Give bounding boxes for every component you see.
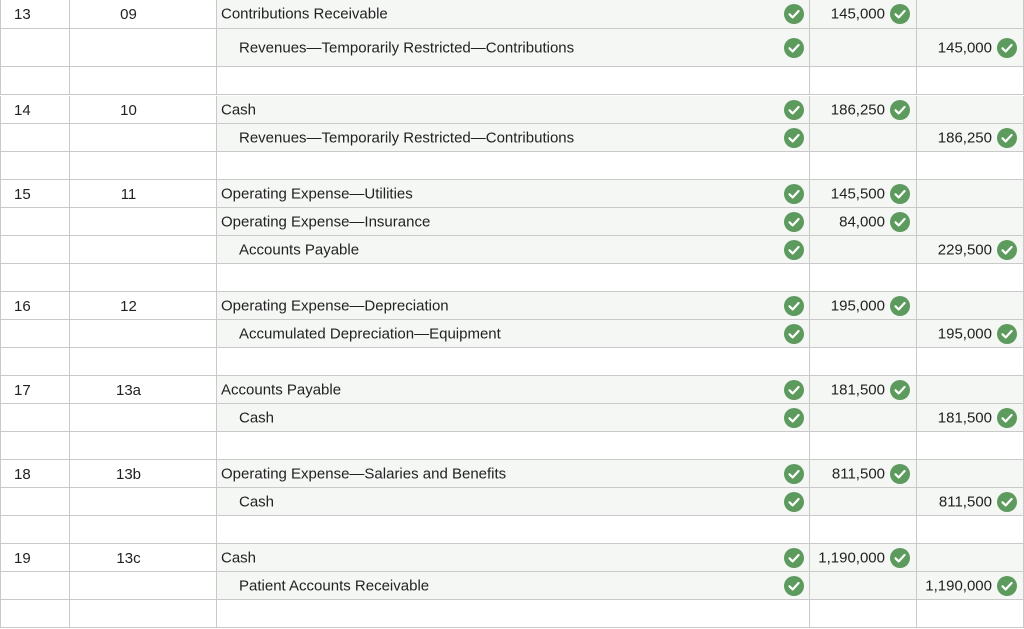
event-reference: 11 — [120, 186, 137, 203]
check-circle-icon — [784, 296, 804, 316]
blank-cell — [0, 516, 69, 544]
blank-cell — [216, 600, 809, 628]
event-reference: 12 — [120, 298, 137, 315]
credit-cell[interactable] — [916, 544, 1024, 572]
event-reference: 13a — [115, 382, 142, 399]
credit-cell[interactable] — [916, 236, 1024, 264]
credit-cell[interactable] — [916, 404, 1024, 432]
debit-cell[interactable] — [809, 320, 916, 348]
blank-cell — [216, 348, 809, 376]
journal-line-row — [0, 208, 1024, 236]
blank-cell — [216, 432, 809, 460]
debit-amount: 186,250 — [830, 101, 885, 118]
journal-line-row — [0, 0, 1024, 29]
debit-cell[interactable] — [809, 404, 916, 432]
transaction-number-cell — [0, 180, 69, 208]
blank-cell — [916, 348, 1024, 376]
event-cell — [69, 0, 216, 29]
check-circle-icon — [890, 212, 910, 232]
transaction-number-cell — [0, 404, 69, 432]
check-circle-icon — [784, 184, 804, 204]
journal-line-row — [0, 29, 1024, 67]
event-cell — [69, 124, 216, 152]
debit-amount: 181,500 — [830, 381, 885, 398]
debit-cell[interactable] — [809, 180, 916, 208]
transaction-number-cell — [0, 29, 69, 67]
journal-line-row — [0, 376, 1024, 404]
account-cell[interactable] — [216, 544, 809, 572]
blank-row — [0, 432, 1024, 460]
credit-cell[interactable] — [916, 29, 1024, 67]
transaction-number-cell — [0, 320, 69, 348]
check-circle-icon — [997, 576, 1017, 596]
transaction-number: 19 — [14, 550, 31, 567]
blank-cell — [809, 432, 916, 460]
journal-line-row — [0, 544, 1024, 572]
blank-row — [0, 348, 1024, 376]
credit-amount: 811,500 — [938, 493, 992, 510]
account-cell[interactable] — [216, 488, 809, 516]
transaction-number: 17 — [14, 382, 31, 399]
credit-cell[interactable] — [916, 376, 1024, 404]
transaction-number-cell — [0, 460, 69, 488]
event-reference: 09 — [120, 6, 137, 23]
debit-cell[interactable] — [809, 29, 916, 67]
blank-cell — [216, 264, 809, 292]
blank-cell — [916, 264, 1024, 292]
debit-amount: 84,000 — [839, 213, 885, 230]
check-circle-icon — [997, 408, 1017, 428]
transaction-number-cell — [0, 488, 69, 516]
blank-cell — [0, 600, 69, 628]
blank-cell — [69, 432, 216, 460]
credit-amount: 145,000 — [937, 39, 992, 56]
account-cell[interactable] — [216, 572, 809, 600]
transaction-number: 18 — [14, 466, 31, 483]
journal-line-row — [0, 292, 1024, 320]
blank-row — [0, 516, 1024, 544]
check-circle-icon — [997, 492, 1017, 512]
check-circle-icon — [890, 100, 910, 120]
event-reference: 13c — [116, 550, 141, 567]
debit-amount: 1,190,000 — [818, 549, 885, 566]
check-circle-icon — [784, 492, 804, 512]
debit-amount: 145,500 — [830, 185, 885, 202]
blank-cell — [0, 348, 69, 376]
check-circle-icon — [784, 324, 804, 344]
blank-cell — [69, 516, 216, 544]
transaction-number-cell — [0, 236, 69, 264]
credit-cell[interactable] — [916, 180, 1024, 208]
check-circle-icon — [784, 464, 804, 484]
event-reference: 13b — [115, 466, 142, 483]
check-circle-icon — [890, 380, 910, 400]
event-cell — [69, 544, 216, 572]
transaction-number: 13 — [14, 6, 31, 23]
event-reference: 10 — [120, 102, 137, 119]
check-circle-icon — [784, 548, 804, 568]
credit-amount: 229,500 — [937, 241, 992, 258]
event-cell — [69, 29, 216, 67]
blank-cell — [69, 600, 216, 628]
check-circle-icon — [784, 240, 804, 260]
account-name: Patient Accounts Receivable — [239, 577, 430, 594]
account-name: Contributions Receivable — [221, 5, 388, 23]
event-cell — [69, 180, 216, 208]
account-name: Accounts Payable — [221, 381, 342, 398]
debit-cell[interactable] — [809, 460, 916, 488]
transaction-number: 15 — [14, 186, 31, 203]
account-name: Cash — [239, 409, 275, 426]
transaction-number-cell — [0, 0, 69, 29]
blank-cell — [916, 432, 1024, 460]
debit-amount: 195,000 — [830, 297, 885, 314]
account-cell[interactable] — [216, 404, 809, 432]
credit-cell[interactable] — [916, 292, 1024, 320]
blank-cell — [69, 348, 216, 376]
debit-cell[interactable] — [809, 96, 916, 124]
account-cell[interactable] — [216, 460, 809, 488]
journal-line-row — [0, 124, 1024, 152]
blank-cell — [809, 67, 916, 95]
debit-cell[interactable] — [809, 236, 916, 264]
event-cell — [69, 320, 216, 348]
blank-cell — [216, 152, 809, 180]
credit-cell[interactable] — [916, 320, 1024, 348]
credit-amount: 181,500 — [937, 409, 992, 426]
account-cell[interactable] — [216, 124, 809, 152]
check-circle-icon — [997, 38, 1017, 58]
blank-cell — [809, 516, 916, 544]
check-circle-icon — [784, 38, 804, 58]
check-circle-icon — [890, 184, 910, 204]
credit-amount: 186,250 — [937, 129, 992, 146]
debit-cell[interactable] — [809, 572, 916, 600]
debit-amount: 145,000 — [830, 5, 885, 23]
blank-cell — [916, 516, 1024, 544]
blank-row — [0, 152, 1024, 180]
check-circle-icon — [890, 464, 910, 484]
debit-cell[interactable] — [809, 488, 916, 516]
debit-amount: 811,500 — [831, 465, 885, 482]
debit-cell[interactable] — [809, 124, 916, 152]
event-cell — [69, 208, 216, 236]
account-name: Operating Expense—Salaries and Benefits — [221, 465, 507, 482]
event-cell — [69, 96, 216, 124]
blank-cell — [0, 432, 69, 460]
check-circle-icon — [890, 4, 910, 24]
journal-line-row — [0, 460, 1024, 488]
account-name: Revenues—Temporarily Restricted—Contributions — [239, 129, 575, 146]
account-name: Accumulated Depreciation—Equipment — [239, 325, 501, 342]
account-cell[interactable] — [216, 236, 809, 264]
blank-row — [0, 67, 1024, 95]
blank-cell — [809, 264, 916, 292]
journal-line-row — [0, 320, 1024, 348]
account-cell[interactable] — [216, 0, 809, 29]
account-cell[interactable] — [216, 208, 809, 236]
credit-cell[interactable] — [916, 96, 1024, 124]
debit-cell[interactable] — [809, 0, 916, 29]
check-circle-icon — [784, 4, 804, 24]
transaction-number-cell — [0, 572, 69, 600]
blank-cell — [69, 152, 216, 180]
blank-cell — [69, 264, 216, 292]
check-circle-icon — [997, 128, 1017, 148]
check-circle-icon — [784, 408, 804, 428]
account-cell[interactable] — [216, 292, 809, 320]
blank-cell — [809, 152, 916, 180]
credit-amount: 1,190,000 — [925, 577, 992, 594]
journal-line-row — [0, 180, 1024, 208]
journal-line-row — [0, 96, 1024, 124]
transaction-number-cell — [0, 376, 69, 404]
credit-cell[interactable] — [916, 460, 1024, 488]
blank-cell — [69, 67, 216, 95]
transaction-number-cell — [0, 96, 69, 124]
check-circle-icon — [997, 324, 1017, 344]
transaction-number-cell — [0, 208, 69, 236]
account-name: Cash — [221, 101, 257, 118]
transaction-number-cell — [0, 124, 69, 152]
journal-line-row — [0, 488, 1024, 516]
debit-cell[interactable] — [809, 208, 916, 236]
blank-cell — [0, 264, 69, 292]
account-name: Operating Expense—Depreciation — [221, 297, 449, 314]
blank-row — [0, 264, 1024, 292]
credit-cell[interactable] — [916, 572, 1024, 600]
account-name: Cash — [221, 549, 257, 566]
check-circle-icon — [997, 240, 1017, 260]
account-name: Accounts Payable — [239, 241, 360, 258]
journal-line-row — [0, 404, 1024, 432]
journal-line-row — [0, 572, 1024, 600]
blank-cell — [216, 67, 809, 95]
credit-cell[interactable] — [916, 488, 1024, 516]
event-cell — [69, 376, 216, 404]
account-name: Operating Expense—Utilities — [221, 185, 413, 202]
event-cell — [69, 404, 216, 432]
debit-cell[interactable] — [809, 376, 916, 404]
blank-cell — [916, 152, 1024, 180]
blank-cell — [809, 348, 916, 376]
event-cell — [69, 292, 216, 320]
check-circle-icon — [784, 128, 804, 148]
blank-cell — [216, 516, 809, 544]
account-name: Cash — [239, 493, 275, 510]
blank-cell — [809, 600, 916, 628]
check-circle-icon — [784, 380, 804, 400]
event-cell — [69, 572, 216, 600]
blank-cell — [916, 67, 1024, 95]
event-cell — [69, 488, 216, 516]
credit-cell[interactable] — [916, 208, 1024, 236]
account-cell[interactable] — [216, 180, 809, 208]
event-cell — [69, 236, 216, 264]
blank-cell — [916, 600, 1024, 628]
journal-line-row — [0, 236, 1024, 264]
account-name: Revenues—Temporarily Restricted—Contributions — [239, 39, 575, 56]
account-name: Operating Expense—Insurance — [221, 213, 431, 230]
blank-cell — [0, 152, 69, 180]
credit-cell[interactable] — [916, 124, 1024, 152]
debit-cell[interactable] — [809, 544, 916, 572]
check-circle-icon — [784, 100, 804, 120]
check-circle-icon — [890, 296, 910, 316]
transaction-number: 16 — [14, 298, 31, 315]
blank-cell — [0, 67, 69, 95]
credit-amount: 195,000 — [937, 325, 992, 342]
transaction-number: 14 — [14, 102, 31, 119]
transaction-number-cell — [0, 544, 69, 572]
transaction-number-cell — [0, 292, 69, 320]
event-cell — [69, 460, 216, 488]
check-circle-icon — [890, 548, 910, 568]
check-circle-icon — [784, 576, 804, 596]
check-circle-icon — [784, 212, 804, 232]
blank-row — [0, 600, 1024, 628]
account-cell[interactable] — [216, 320, 809, 348]
credit-cell[interactable] — [916, 0, 1024, 29]
account-cell[interactable] — [216, 29, 809, 67]
debit-cell[interactable] — [809, 292, 916, 320]
account-cell[interactable] — [216, 376, 809, 404]
account-cell[interactable] — [216, 96, 809, 124]
